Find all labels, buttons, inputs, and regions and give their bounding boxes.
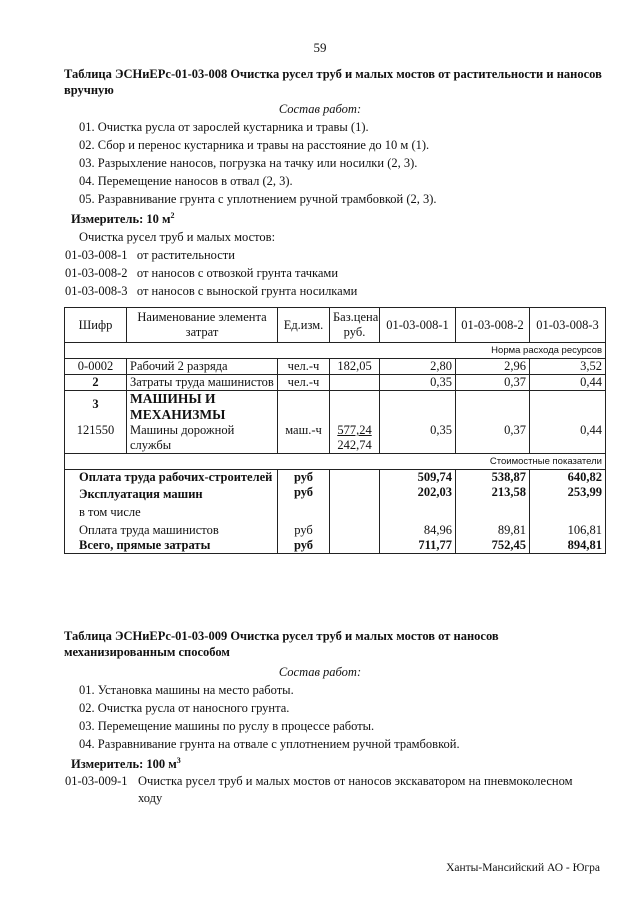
code-text: от растительности (136, 248, 235, 262)
cost-value-2: 538,87 (456, 470, 530, 486)
row-value-1: 0,35 (380, 423, 456, 454)
table2-title: Таблица ЭСНиЕРс-01-03-009 Очистка русел труб и малых мостов от наносов механизированным способом (64, 629, 499, 659)
table1-composition-header: Состав работ: (278, 102, 362, 116)
cost-row (65, 485, 606, 502)
empty-cell (330, 538, 380, 554)
cost-value-1: 202,03 (380, 485, 456, 502)
code-text: от наносов с отвозкой грунта тачками (136, 266, 339, 280)
table1-code-row-1 (65, 248, 235, 263)
row-value-2: 0,37 (456, 423, 530, 454)
table2-work-1: 01. Установка машины на место работы. (79, 683, 294, 697)
table1-meter-sup: 2 (170, 211, 175, 220)
row-price (330, 423, 380, 454)
cost-label: Стоимостные показатели (65, 454, 606, 470)
price-bottom: 242,74 (337, 438, 372, 452)
row-value-2: 0,37 (456, 375, 530, 391)
cost-name: в том числе (65, 502, 278, 520)
header-code: Шифр (65, 308, 127, 343)
row-value-3: 0,44 (530, 423, 606, 454)
table2-meter-sup: 3 (176, 756, 181, 765)
row-name: Рабочий 2 разряда (127, 359, 278, 375)
empty-cell (380, 391, 456, 424)
cost-unit: руб (278, 538, 330, 554)
cost-value-3 (530, 502, 606, 520)
table2-work-2: 02. Очистка русла от наносного грунта. (79, 701, 290, 715)
row-value-3: 3,52 (530, 359, 606, 375)
row-unit: маш.-ч (278, 423, 330, 454)
table1-work-3: 03. Разрыхление наносов, погрузка на тачку или носилки (2, 3). (79, 156, 418, 170)
cost-value-2 (456, 502, 530, 520)
code-text: от наносов с выноской грунта носилками (136, 284, 358, 298)
table1-work-2: 02. Сбор и перенос кустарника и травы на расстояние до 10 м (1). (79, 138, 430, 152)
cost-value-3: 894,81 (530, 538, 606, 554)
table2-meter (71, 756, 181, 772)
table1-work-1: 01. Очистка русла от зарослей кустарника и травы (1). (79, 120, 369, 134)
header-col-3: 01-03-008-3 (530, 308, 606, 343)
table2-work-4: 04. Разравнивание грунта на отвале с уплотнением ручной трамбовкой. (79, 737, 460, 751)
table2-work-3: 03. Перемещение машины по руслу в процессе работы. (79, 719, 375, 733)
row-value-3: 0,44 (530, 375, 606, 391)
cost-row (65, 538, 606, 554)
cost-unit: руб (278, 520, 330, 538)
row-value-1: 0,35 (380, 375, 456, 391)
table2-composition-header: Состав работ: (278, 665, 362, 679)
empty-cell (330, 485, 380, 502)
code: 01-03-008-3 (65, 284, 128, 298)
cost-value-3: 640,82 (530, 470, 606, 486)
header-base-price: Баз.цена руб. (330, 308, 380, 343)
cost-name: Оплата труда рабочих-строителей (65, 470, 278, 486)
cost-unit (278, 502, 330, 520)
table-row (65, 375, 606, 391)
empty-cell (330, 391, 380, 424)
norm-label-row (65, 343, 606, 359)
cost-unit: руб (278, 485, 330, 502)
cost-value-1: 84,96 (380, 520, 456, 538)
table1-meter (71, 211, 175, 227)
row-code: 0-0002 (65, 359, 127, 375)
header-col-2: 01-03-008-2 (456, 308, 530, 343)
row-value-1: 2,80 (380, 359, 456, 375)
cost-row (65, 470, 606, 486)
table2-code-text-line2: ходу (138, 791, 163, 805)
header-name: Наименование элемента затрат (127, 308, 278, 343)
cost-value-2: 213,58 (456, 485, 530, 502)
cost-label-row (65, 454, 606, 470)
cost-value-2: 89,81 (456, 520, 530, 538)
cost-unit: руб (278, 470, 330, 486)
machines-group-row (65, 391, 606, 424)
group-name: МАШИНЫ И МЕХАНИЗМЫ (127, 391, 278, 424)
table1-work-4: 04. Перемещение наносов в отвал (2, 3). (79, 174, 293, 188)
table1-work-5: 05. Разравнивание грунта с уплотнением ручной трамбовкой (2, 3). (79, 192, 437, 206)
empty-cell (278, 391, 330, 424)
table2-code-text-line1: Очистка русел труб и малых мостов от наносов экскаватором на пневмоколесном (138, 774, 573, 788)
footer-region: Ханты-Мансийский АО - Югра (446, 862, 600, 874)
header-col-1: 01-03-008-1 (380, 308, 456, 343)
cost-value-2: 752,45 (456, 538, 530, 554)
row-code: 2 (65, 375, 127, 391)
cost-name: Эксплуатация машин (65, 485, 278, 502)
row-unit: чел.-ч (278, 375, 330, 391)
header-row (65, 308, 606, 343)
code: 01-03-008-2 (65, 266, 128, 280)
table2-code: 01-03-009-1 (65, 774, 128, 788)
code: 01-03-008-1 (65, 248, 128, 262)
table2-meter-label: Измеритель: 100 м (71, 757, 177, 772)
empty-cell (330, 502, 380, 520)
resource-table (64, 307, 606, 554)
cost-value-1 (380, 502, 456, 520)
row-name: Машины дорожной службы (127, 423, 278, 454)
table-row (65, 359, 606, 375)
row-code: 121550 (65, 423, 127, 454)
cost-value-1: 711,77 (380, 538, 456, 554)
cost-value-3: 253,99 (530, 485, 606, 502)
cost-name: Всего, прямые затраты (65, 538, 278, 554)
row-name: Затраты труда машинистов (127, 375, 278, 391)
cost-name: Оплата труда машинистов (65, 520, 278, 538)
row-price: 182,05 (330, 359, 380, 375)
page-number: 59 (313, 40, 327, 55)
group-code: 3 (65, 391, 127, 424)
table1-code-row-2 (65, 266, 338, 281)
cost-value-3: 106,81 (530, 520, 606, 538)
norm-label: Норма расхода ресурсов (65, 343, 606, 359)
cost-row (65, 502, 606, 520)
row-price (330, 375, 380, 391)
price-top: 577,24 (337, 423, 372, 437)
row-unit: чел.-ч (278, 359, 330, 375)
header-unit: Ед.изм. (278, 308, 330, 343)
table-row (65, 423, 606, 454)
table1-title: Таблица ЭСНиЕРс-01-03-008 Очистка русел труб и малых мостов от растительности и наносов вручную (64, 67, 602, 97)
empty-cell (330, 470, 380, 486)
row-value-2: 2,96 (456, 359, 530, 375)
cost-value-1: 509,74 (380, 470, 456, 486)
table1-subject: Очистка русел труб и малых мостов: (79, 230, 276, 244)
empty-cell (330, 520, 380, 538)
cost-row (65, 520, 606, 538)
empty-cell (456, 391, 530, 424)
table1-meter-label: Измеритель: 10 м (71, 212, 171, 227)
empty-cell (530, 391, 606, 424)
table1-code-row-3 (65, 284, 357, 299)
